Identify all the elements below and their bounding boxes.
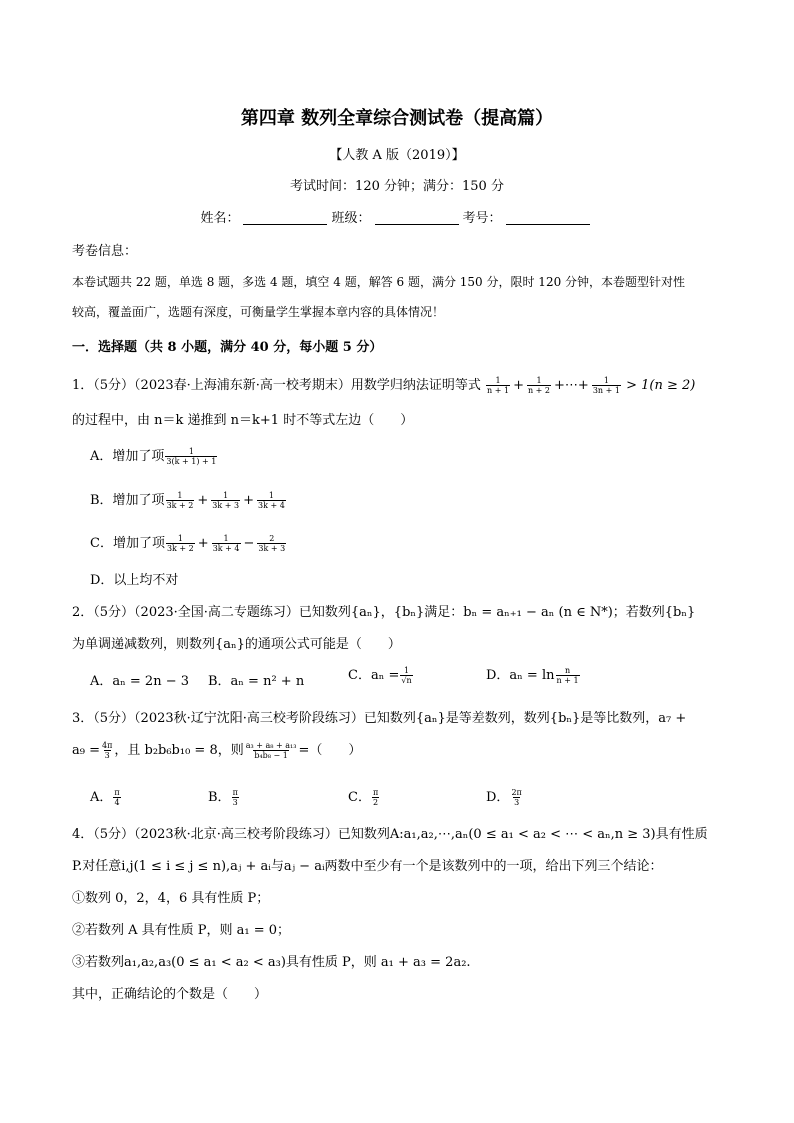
info-line-2: 较高，覆盖面广，选题有深度，可衡量学生掌握本章内容的具体情况！ bbox=[72, 305, 445, 319]
q4-conclusion-1: ①数列 0，2，4，6 具有性质 P； bbox=[72, 891, 270, 906]
q1-tail: > 1(n ≥ 2) bbox=[626, 378, 696, 393]
fraction: $\frac{\pi}{2}$ bbox=[372, 788, 379, 807]
q3-option-b[interactable] bbox=[208, 786, 240, 807]
fraction: $\frac{4\pi}{3}$ bbox=[102, 741, 113, 760]
q3-option-a[interactable] bbox=[90, 786, 122, 807]
name-blank[interactable] bbox=[243, 210, 327, 225]
q3-option-d[interactable] bbox=[486, 786, 524, 807]
student-fields bbox=[0, 207, 794, 226]
q4-line-1: 4．（5分）（2023秋·北京·高三校考阶段练习）已知数列A:a₁,a₂,⋯,aₙ(0 ≤ a₁ < a₂ < ⋯ < aₙ,n ≥ 3)具有性质 bbox=[72, 827, 708, 842]
q4-line-2: P.对任意i,j(1 ≤ i ≤ j ≤ n),aⱼ + aᵢ与aⱼ − aᵢ两数中至少有一个是该数列中的一项，给出下列三个结论： bbox=[72, 859, 663, 874]
option-label: B．增加了项 bbox=[90, 493, 165, 508]
info-header: 考卷信息： bbox=[72, 244, 138, 259]
q4-conclusion-3: ③若数列a₁,a₂,a₃(0 ≤ a₁ < a₂ < a₃)具有性质 P，则 a₁ + a₃ = 2a₂. bbox=[72, 955, 471, 970]
fraction: $\frac{1}{3k + 2}$ bbox=[166, 491, 194, 510]
q3-text: ，且 b₂b₆b₁₀ = 8，则 bbox=[114, 743, 244, 758]
option-label: D．aₙ = ln bbox=[486, 668, 555, 683]
q2-option-c[interactable] bbox=[348, 664, 414, 685]
fraction: $\frac{2}{3k + 3}$ bbox=[258, 534, 286, 553]
fraction: $\frac{1}{3k + 3}$ bbox=[212, 491, 240, 510]
q2-option-a[interactable]: A．aₙ = 2n − 3 bbox=[90, 674, 189, 689]
fraction: $\frac{2\pi}{3}$ bbox=[511, 788, 522, 807]
option-label: C．aₙ = bbox=[348, 668, 400, 683]
fraction: $\frac{1}{√n}$ bbox=[401, 666, 412, 685]
fraction: $\frac{1}{n + 2}$ bbox=[527, 376, 551, 395]
q3-line-2 bbox=[72, 739, 361, 760]
class-label: 班级： bbox=[331, 211, 371, 226]
option-label: C．增加了项 bbox=[90, 536, 165, 551]
q3-option-c[interactable] bbox=[348, 786, 380, 807]
q1-option-d[interactable]: D．以上均不对 bbox=[90, 573, 179, 588]
fraction: $\frac{n}{n + 1}$ bbox=[556, 666, 579, 685]
number-label: 考号： bbox=[462, 211, 502, 226]
fraction: $\frac{1}{3n + 1}$ bbox=[592, 376, 620, 395]
q2-line-2: 为单调递减数列，则数列{aₙ}的通项公式可能是（ ） bbox=[72, 637, 401, 652]
q1-line-1: 1．（5分）（2023春·上海浦东新·高一校考期末）用数学归纳法证明等式 $\frac{1}{n + 1}$ + $\frac{1}{n + 2}$ +⋯+ $\frac{1}{3n + 1}$ > 1(n ≥ 2) bbox=[72, 376, 696, 395]
q3-text: =（ ） bbox=[298, 743, 362, 758]
q3-line-1: 3．（5分）（2023秋·辽宁沈阳·高三校考阶段练习）已知数列{aₙ}是等差数列，数列{bₙ}是等比数列，a₇ + bbox=[72, 711, 687, 726]
option-label: A． bbox=[90, 790, 113, 805]
info-line-1: 本卷试题共 22 题，单选 8 题，多选 4 题，填空 4 题，解答 6 题，满分 150 分，限时 120 分钟，本卷题型针对性 bbox=[72, 275, 686, 289]
q1-option-a[interactable] bbox=[90, 445, 218, 466]
fraction: $\frac{\pi}{4}$ bbox=[114, 788, 120, 807]
fraction: $\frac{\pi}{3}$ bbox=[232, 788, 238, 807]
page-title: 第四章 数列全章综合测试卷（提高篇） bbox=[240, 108, 554, 129]
q3-text: a₉ = bbox=[72, 743, 100, 758]
name-label: 姓名： bbox=[200, 211, 240, 226]
edition-label: 【人教 A 版（2019）】 bbox=[329, 148, 465, 163]
fraction: $\frac{1}{3k + 2}$ bbox=[166, 534, 194, 553]
q1-option-c[interactable]: C．增加了项 $\frac{1}{3k + 2}$ + $\frac{1}{3k + 4}$ − $\frac{2}{3k + 3}$ bbox=[90, 534, 286, 553]
number-blank[interactable] bbox=[506, 210, 590, 225]
fraction: $\frac{1}{3k + 4}$ bbox=[212, 534, 240, 553]
option-label: C． bbox=[348, 790, 371, 805]
fraction: $\frac{1}{n + 1}$ bbox=[487, 376, 510, 395]
fraction: $\frac{1}{3k + 4}$ bbox=[258, 491, 285, 510]
q2-line-1: 2．（5分）（2023·全国·高二专题练习）已知数列{aₙ}，{bₙ}满足：bₙ = aₙ₊₁ − aₙ (n ∈ N*)；若数列{bₙ} bbox=[72, 605, 696, 620]
section-heading: 一．选择题（共 8 小题，满分 40 分，每小题 5 分） bbox=[72, 340, 383, 355]
q2-option-b[interactable]: B．aₙ = n² + n bbox=[208, 674, 305, 689]
fraction: $\frac{\text{a₃ + a₈ + a₁₃}}{\text{b₄b₈ − 1}}$ bbox=[245, 741, 297, 760]
option-label: A．增加了项 bbox=[90, 449, 165, 464]
q4-line-6: 其中，正确结论的个数是（ ） bbox=[72, 987, 268, 1002]
q4-conclusion-2: ②若数列 A 具有性质 P，则 a₁ = 0； bbox=[72, 923, 291, 938]
q1-option-b[interactable]: B．增加了项 $\frac{1}{3k + 2}$ + $\frac{1}{3k + 3}$ + $\frac{1}{3k + 4}$ bbox=[90, 491, 285, 510]
q1-line-2: 的过程中，由 n＝k 递推到 n＝k+1 时不等式左边（ ） bbox=[72, 413, 414, 428]
q1-lead: 1．（5分）（2023春·上海浦东新·高一校考期末）用数学归纳法证明等式 bbox=[72, 378, 481, 393]
option-label: B． bbox=[208, 790, 231, 805]
class-blank[interactable] bbox=[375, 210, 459, 225]
q2-option-d[interactable] bbox=[486, 664, 581, 685]
option-label: D． bbox=[486, 790, 510, 805]
exam-info: 考试时间：120 分钟；满分：150 分 bbox=[290, 179, 504, 194]
fraction: $\frac{1}{3(k + 1) + 1}$ bbox=[166, 447, 217, 466]
